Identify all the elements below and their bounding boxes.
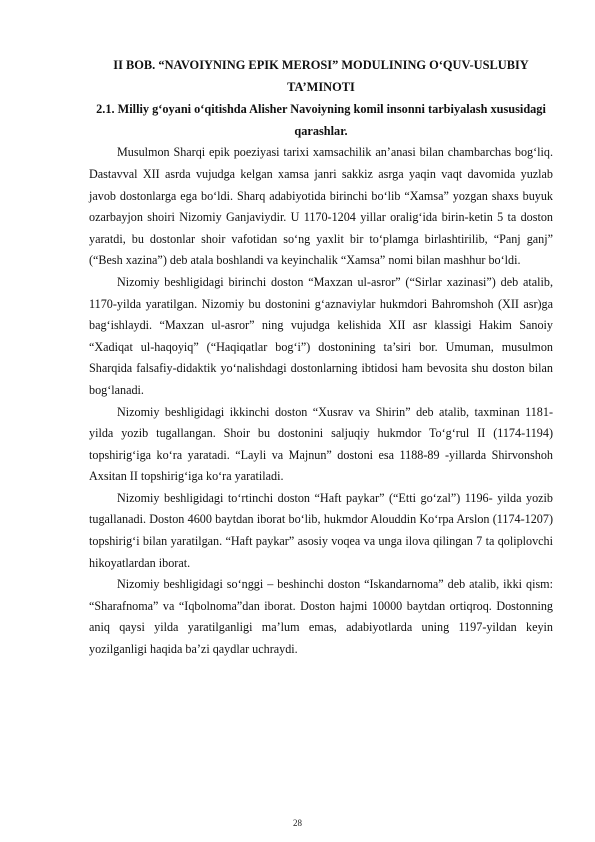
paragraph: Nizomiy beshligidagi birinchi doston “Maxzan ul-asror” (“Sirlar xazinasi”) deb atalib, 1170-yilda yaratilgan. Nizomiy bu dostonini g‘aznaviylar hukmdori Bahromshoh (XII asr)ga bag‘ishlaydi. “Maxzan ul-asror” ning vujudga kelishida XII asr klassigi Hakim Sanoiy “Xadiqat ul-haqoyiq” (“Haqiqatlar bog‘i”) dostonining ta’siri bor. Umuman, musulmon Sharqida falsafiy-didaktik yo‘nalishdagi dostonlarning ibtidosi ham bevosita shu doston bilan bog‘lanadi. xyxy=(89,274,553,397)
paragraph: Nizomiy beshligidagi ikkinchi doston “Xusrav va Shirin” deb atalib, taxminan 1181-yilda yozib tugallangan. Shoir bu dostonini saljuqiy hukmdor To‘g‘rul II (1174-1194) topshirig‘iga ko‘ra yaratadi. “Layli va Majnun” dostoni esa 1188-89 -yillarda Shirvonshoh Axsitan II topshirig‘iga ko‘ra yaratiladi. xyxy=(89,404,553,484)
body-text xyxy=(89,142,553,660)
page-number: 28 xyxy=(293,818,302,828)
chapter-title: II BOB. “NAVOIYNING EPIK MEROSI” MODULINING O‘QUV-USLUBIY TA’MINOTI xyxy=(113,58,529,94)
paragraph: Musulmon Sharqi epik poeziyasi tarixi xamsachilik an’anasi bilan chambarchas bog‘liq. Dastavval XII asrda vujudga kelgan xamsa janri sakkiz asrga yaqin vaqt davomida yuzlab javob dostonlarga ega bo‘ldi. Sharq adabiyotida birinchi bo‘lib “Xamsa” yozgan shaxs buyuk ozarbayjon shoiri Nizomiy Ganjaviydir. U 1170-1204 yillar oralig‘ida birin-ketin 5 ta doston yaratdi, bu dostonlar shoir vafotidan so‘ng yaxlit bir to‘plamga birlashtirilib, “Panj ganj” (“Besh xazina”) deb atala boshlandi va keyinchalik “Xamsa” nomi bilan mashhur bo‘ldi. xyxy=(89,145,553,268)
paragraph: Nizomiy beshligidagi so‘nggi – beshinchi doston “Iskandarnoma” deb atalib, ikki qism: “Sharafnoma” va “Iqbolnoma”dan iborat. Doston hajmi 10000 baytdan ortiqroq. Dostonning aniq qaysi yilda yaratilganligi ma’lum emas, adabiyotlarda uning 1197-yildan keyin yozilganligi haqida ba’zi qaydlar uchraydi. xyxy=(89,577,553,657)
paragraph: Nizomiy beshligidagi to‘rtinchi doston “Haft paykar” (“Etti go‘zal”) 1196- yilda yozib tugallanadi. Doston 4600 baytdan iborat bo‘lib, hukmdor Alouddin Ko‘rpa Arslon (1174-1207) topshirig‘i bilan yaratilgan. “Haft paykar” asosiy voqea va unga ilova qilingan 7 ta qoliplovchi hikoyatlardan iborat. xyxy=(89,490,553,570)
section-title: 2.1. Milliy g‘oyani o‘qitishda Alisher Navoiyning komil insonni tarbiyalash xususidagi qarashlar. xyxy=(96,102,546,138)
page-content xyxy=(89,55,553,661)
